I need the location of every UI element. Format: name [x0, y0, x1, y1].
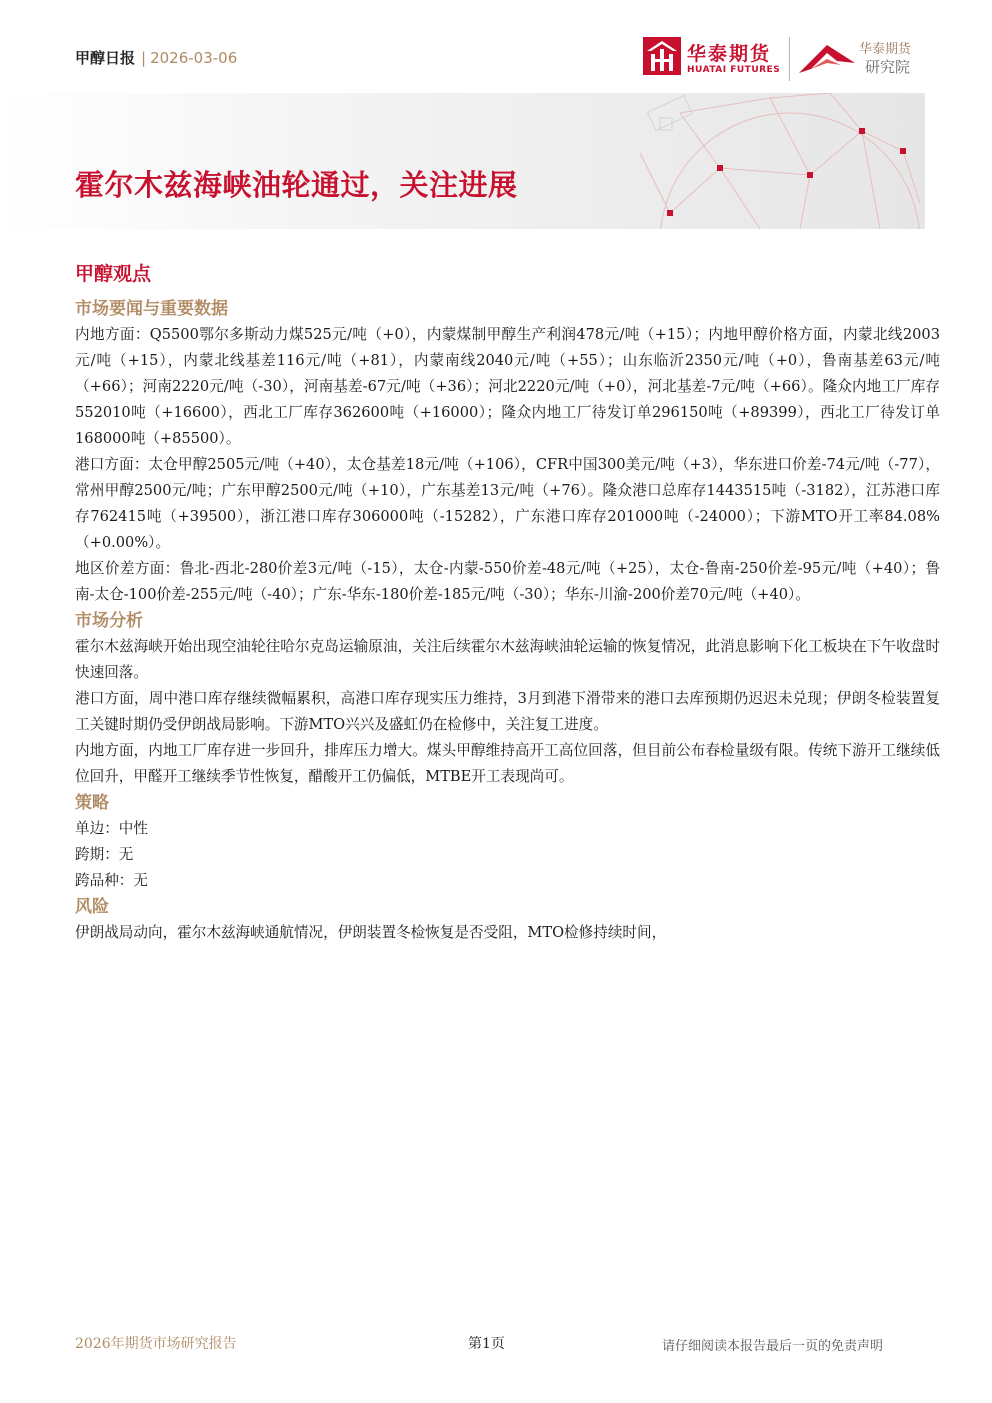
- analysis-paragraph-1: 霍尔木兹海峡开始出现空油轮往哈尔克岛运输原油，关注后续霍尔木兹海峡油轮运输的恢复情况，此消息影响下化工板块在下午收盘时快速回落。: [75, 638, 940, 681]
- market-news-inland: 内地方面：Q5500鄂尔多斯动力煤525元/吨（+0），内蒙煤制甲醇生产利润478元/吨（+15）；内地甲醇价格方面，内蒙北线2003元/吨（+15），内蒙北线基差116元/吨（+81），内蒙南线2040元/吨（+55）；山东临沂2350元/吨（+0），鲁南基差63元/吨（+66）；河南2220元/吨（-30），河南基差-67元/吨（+36）；河北2220元/吨（+0），河北基差-7元/吨（+66）。隆众内地工厂库存552010吨（+16600），西北工厂库存362600吨（+16000）；隆众内地工厂待发订单296150吨（+89399），西北工厂待发订单168000吨（+85500）。: [75, 326, 940, 447]
- header-separator: |: [141, 49, 147, 67]
- footer-report-name: 2026年期货市场研究报告: [75, 1336, 237, 1352]
- report-body: [75, 296, 940, 946]
- section-title: 甲醇观点: [75, 263, 152, 285]
- brand-name-en: HUATAI FUTURES: [687, 65, 781, 75]
- market-news-spread: 地区价差方面：鲁北-西北-280价差3元/吨（-15），太仓-内蒙-550价差-48元/吨（+25），太仓-鲁南-250价差-95元/吨（+40）；鲁南-太仓-100价差-255元/吨（-40）；广东-华东-180价差-185元/吨（-30）；华东-川渝-200价差70元/吨（+40）。: [75, 560, 940, 603]
- market-news-heading: 市场要闻与重要数据: [75, 299, 228, 319]
- strategy-item-calendar: 跨期：无: [75, 846, 134, 863]
- risk-heading: 风险: [75, 897, 109, 917]
- strategy-item-single: 单边：中性: [75, 820, 148, 837]
- strategy-item-cross: 跨品种：无: [75, 872, 148, 889]
- institute-logo-icon: [797, 41, 857, 77]
- huatai-logo-icon: [643, 37, 681, 75]
- network-decoration: [0, 93, 925, 229]
- market-news-port: 港口方面：太仓甲醇2505元/吨（+40），太仓基差18元/吨（+106），CFR中国300美元/吨（+3），华东进口价差-74元/吨（-77），常州甲醇2500元/吨；广东甲醇2500元/吨（+10），广东基差13元/吨（+76）。隆众港口总库存1443515吨（-3182），江苏港口库存762415吨（+39500），浙江港口库存306000吨（-15282），广东港口库存201000吨（-24000）；下游MTO开工率84.08%（+0.00%）。: [75, 456, 940, 551]
- report-header: [75, 47, 237, 68]
- brand-name-cn: 华泰期货: [687, 43, 772, 65]
- report-date: 2026-03-06: [150, 49, 238, 67]
- market-analysis-heading: 市场分析: [75, 611, 143, 631]
- footer-page-number: 第1页: [468, 1336, 505, 1352]
- document-title: 霍尔木兹海峡油轮通过，关注进展: [75, 168, 518, 202]
- company-logo: [643, 37, 923, 83]
- institute-name-line2: 研究院: [865, 58, 911, 76]
- analysis-paragraph-2: 港口方面，周中港口库存继续微幅累积，高港口库存现实压力维持，3月到港下滑带来的港口去库预期仍迟迟未兑现；伊朗冬检装置复工关键时期仍受伊朗战局影响。下游MTO兴兴及盛虹仍在检修中，关注复工进度。: [75, 690, 940, 733]
- title-banner: [0, 93, 925, 229]
- report-type: 甲醇日报: [75, 49, 136, 67]
- institute-name-line1: 华泰期货: [859, 42, 912, 57]
- footer-disclaimer-note: 请仔细阅读本报告最后一页的免责声明: [662, 1339, 884, 1354]
- analysis-paragraph-3: 内地方面，内地工厂库存进一步回升，排库压力增大。煤头甲醇维持高开工高位回落，但目前公布春检量级有限。传统下游开工继续低位回升，甲醛开工继续季节性恢复，醋酸开工仍偏低，MTBE开工表现尚可。: [75, 742, 940, 785]
- risk-text: 伊朗战局动向，霍尔木兹海峡通航情况，伊朗装置冬检恢复是否受阻，MTO检修持续时间，: [75, 924, 667, 941]
- strategy-heading: 策略: [75, 793, 109, 813]
- logo-divider: [789, 37, 790, 81]
